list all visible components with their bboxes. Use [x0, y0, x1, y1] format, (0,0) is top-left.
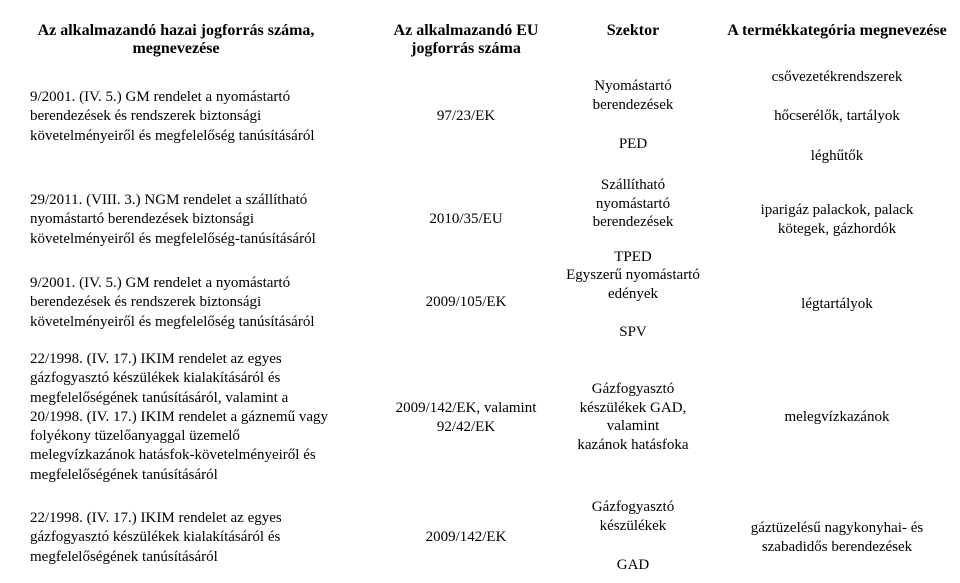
category-cell: csővezetékrendszerek — [771, 69, 903, 85]
text-line: megfelelőségének tanúsításáról — [30, 548, 218, 565]
text-line: Gázfogyasztó — [591, 499, 675, 515]
national-regulation-cell — [30, 274, 315, 332]
text-line: 9/2001. (IV. 5.) GM rendelet a nyomástartó — [30, 275, 291, 291]
text-line: berendezések — [592, 97, 674, 114]
header-sector: Szektor — [606, 22, 660, 39]
text-line: berendezések és rendszerek biztonsági — [30, 108, 262, 125]
category-cell: léghűtők — [810, 148, 864, 164]
text-line: berendezések és rendszerek biztonsági — [30, 294, 262, 311]
header-text-line: megnevezése — [132, 40, 220, 57]
national-regulation-cell — [30, 509, 282, 567]
category-cell: légtartályok — [801, 296, 873, 312]
eu-regulation-cell: 2009/142/EK — [425, 529, 507, 545]
sector-cell — [553, 498, 713, 537]
text-line: 22/1998. (IV. 17.) IKIM rendelet az egyes — [30, 510, 282, 526]
header-eu-source — [386, 22, 546, 58]
sector-abbreviation: PED — [618, 136, 648, 152]
sector-abbreviation: TPED — [614, 249, 652, 265]
national-regulation-cell — [30, 350, 328, 485]
header-text-line: Az alkalmazandó EU — [393, 22, 539, 39]
category-cell — [717, 201, 957, 238]
category-cell: hőcserélők, tartályok — [774, 108, 900, 124]
category-cell: melegvízkazánok — [784, 409, 890, 425]
text-line: iparigáz palackok, palack — [760, 202, 914, 218]
text-line: nyomástartó berendezések biztonsági — [30, 211, 255, 228]
text-line: készülékek GAD, — [579, 399, 687, 416]
header-national-source — [10, 22, 342, 58]
text-line: szabadidős berendezések — [761, 539, 913, 556]
text-line: kazánok hatásfoka — [577, 437, 689, 454]
text-line: nyomástartó — [595, 195, 671, 212]
text-line: berendezések — [592, 214, 674, 230]
sector-cell — [553, 266, 713, 303]
header-category: A termékkategória megnevezése — [727, 22, 947, 39]
sector-cell — [553, 380, 713, 455]
text-line: folyékony tüzelőanyaggal üzemelő — [30, 428, 240, 445]
text-line: követelményeiről és megfelelőség-tanúsításáról — [30, 230, 316, 247]
text-line: gázfogyasztó készülékek kialakításáról és — [30, 529, 281, 546]
text-line: gáztüzelésű nagykonyhai- és — [750, 520, 924, 536]
text-line: Nyomástartó — [594, 78, 672, 94]
category-cell — [717, 519, 957, 558]
text-line: 2009/142/EK, valamint — [395, 400, 537, 416]
eu-regulation-cell — [386, 399, 546, 436]
text-line: valamint — [606, 418, 660, 435]
text-line: követelményeiről és megfelelőség tanúsításáról — [30, 313, 315, 330]
sector-abbreviation: GAD — [616, 557, 650, 573]
eu-regulation-cell: 2009/105/EK — [425, 294, 507, 310]
sector-cell — [553, 176, 713, 232]
text-line: megfelelőségének tanúsításáról, valamint a — [30, 389, 289, 406]
eu-regulation-cell: 2010/35/EU — [429, 211, 503, 227]
text-line: melegvízkazánok hatásfok-követelményeiről és — [30, 447, 316, 464]
text-line: kötegek, gázhordók — [777, 220, 897, 237]
text-line: 9/2001. (IV. 5.) GM rendelet a nyomástartó — [30, 89, 291, 105]
text-line: készülékek — [599, 518, 667, 535]
sector-abbreviation: SPV — [619, 324, 647, 340]
text-line: követelményeiről és megfelelőség tanúsításáról — [30, 127, 315, 144]
text-line: 22/1998. (IV. 17.) IKIM rendelet az egyes — [30, 351, 282, 367]
text-line: gázfogyasztó készülékek kialakításáról és — [30, 370, 281, 387]
header-text-line: Az alkalmazandó hazai jogforrás száma, — [37, 22, 315, 39]
text-line: 20/1998. (IV. 17.) IKIM rendelet a gáznemű vagy — [30, 408, 328, 425]
text-line: 92/42/EK — [436, 418, 496, 435]
text-line: 97/23/EK — [436, 108, 496, 124]
text-line: Szállítható — [600, 177, 666, 193]
text-line: megfelelőségének tanúsításáról — [30, 466, 218, 483]
text-line: 29/2011. (VIII. 3.) NGM rendelet a szállítható — [30, 192, 308, 208]
national-regulation-cell — [30, 191, 316, 249]
sector-cell — [553, 77, 713, 116]
text-line: Egyszerű nyomástartó — [566, 267, 700, 283]
header-text-line: jogforrás száma — [411, 40, 521, 57]
text-line: Gázfogyasztó — [591, 381, 675, 397]
national-regulation-cell — [30, 88, 315, 146]
eu-regulation-cell — [386, 107, 546, 126]
text-line: edények — [608, 285, 658, 302]
